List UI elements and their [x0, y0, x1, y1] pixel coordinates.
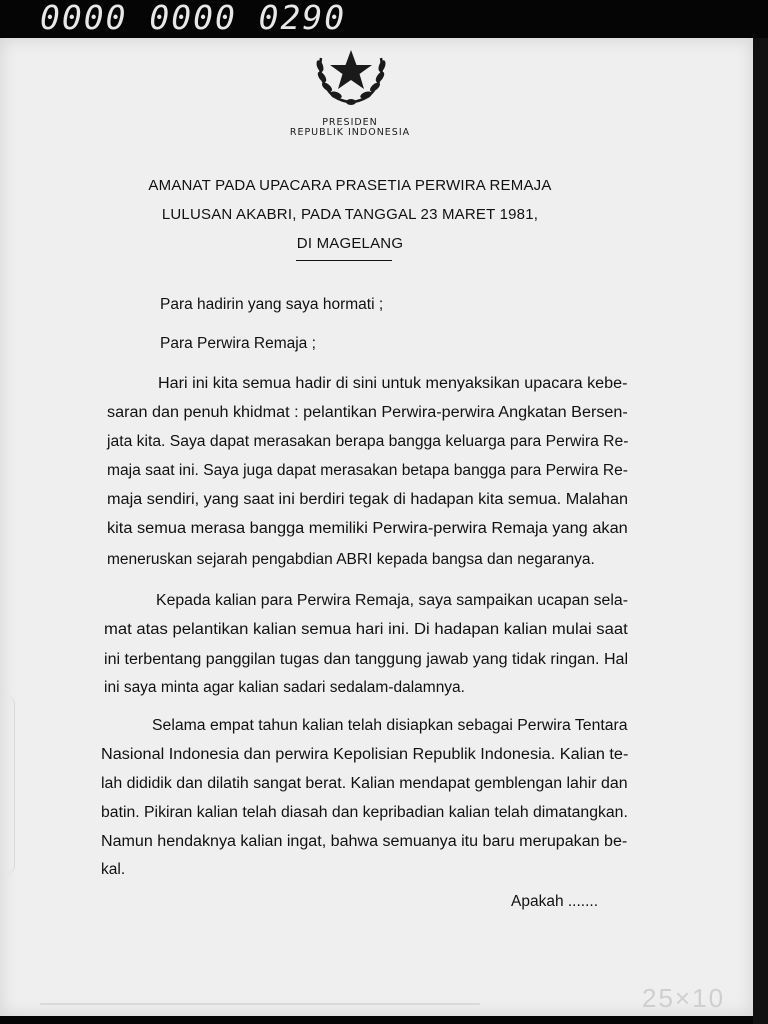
paragraph-1-line-6: kita semua merasa bangga memiliki Perwira-perwira Remaja yang akan: [107, 520, 628, 537]
paragraph-2-line-1: Kepada kalian para Perwira Remaja, saya sampaikan ucapan sela-: [156, 592, 628, 609]
paragraph-3-line-2: Nasional Indonesia dan perwira Kepolisian Republik Indonesia. Kalian te-: [101, 746, 629, 763]
paragraph-3-line-5: Namun hendaknya kalian ingat, bahwa semuanya itu baru merupakan be-: [101, 833, 628, 850]
presidential-emblem-icon: [309, 38, 393, 106]
salutation-1: Para hadirin yang saya hormati ;: [160, 296, 384, 313]
paragraph-1-line-4: maja saat ini. Saya juga dapat merasakan betapa bangga para Perwira Re-: [107, 462, 628, 479]
paragraph-3-line-3: lah dididik dan dilatih sangat berat. Kalian mendapat gemblengan lahir dan: [101, 775, 628, 792]
letterhead: [260, 118, 440, 138]
paragraph-2-line-3: ini terbentang panggilan tugas dan tanggung jawab yang tidak ringan. Hal: [104, 651, 629, 668]
paragraph-3-line-4: batin. Pikiran kalian telah diasah dan kepribadian kalian telah dimatangkan.: [101, 804, 628, 821]
paragraph-1-line-7: meneruskan sejarah pengabdian ABRI kepada bangsa dan negaranya.: [107, 551, 595, 568]
film-scratch: [40, 1003, 480, 1005]
paragraph-1-line-2: saran dan penuh khidmat : pelantikan Perwira-perwira Angkatan Bersen-: [107, 404, 628, 421]
film-frame-code: 0000 0000 0290: [40, 0, 347, 37]
letterhead-line-1: PRESIDEN: [322, 117, 378, 128]
paragraph-1-line-5: maja sendiri, yang saat ini berdiri tegak di hadapan kita semua. Malahan: [107, 491, 629, 508]
salutation-2: Para Perwira Remaja ;: [160, 335, 316, 352]
page-fold-shadow: [0, 695, 15, 875]
title-line-3: DI MAGELANG: [296, 235, 404, 252]
paragraph-1-line-1: Hari ini kita semua hadir di sini untuk menyaksikan upacara kebe-: [158, 375, 628, 392]
paragraph-3-line-1: Selama empat tahun kalian telah disiapkan sebagai Perwira Tentara: [152, 717, 628, 734]
paragraph-2-line-2: mat atas pelantikan kalian semua hari ini. Di hadapan kalian mulai saat: [104, 621, 628, 638]
film-edge: [753, 38, 768, 1024]
continuation-catchword: Apakah .......: [511, 893, 599, 910]
frame-reduction-mark: 25×10: [642, 983, 726, 1013]
paragraph-2-line-4: ini saya minta agar kalian sadari sedalam-dalamnya.: [104, 679, 465, 696]
letterhead-line-2: REPUBLIK INDONESIA: [289, 127, 411, 138]
title-line-2: LULUSAN AKABRI, PADA TANGGAL 23 MARET 1981,: [161, 206, 539, 223]
document-title: [120, 174, 580, 261]
title-line-1: AMANAT PADA UPACARA PRASETIA PERWIRA REMAJA: [148, 177, 552, 194]
title-underline: [296, 260, 392, 261]
paragraph-3-line-6: kal.: [101, 861, 126, 878]
paragraph-1-line-3: jata kita. Saya dapat merasakan berapa bangga keluarga para Perwira Re-: [107, 433, 629, 450]
